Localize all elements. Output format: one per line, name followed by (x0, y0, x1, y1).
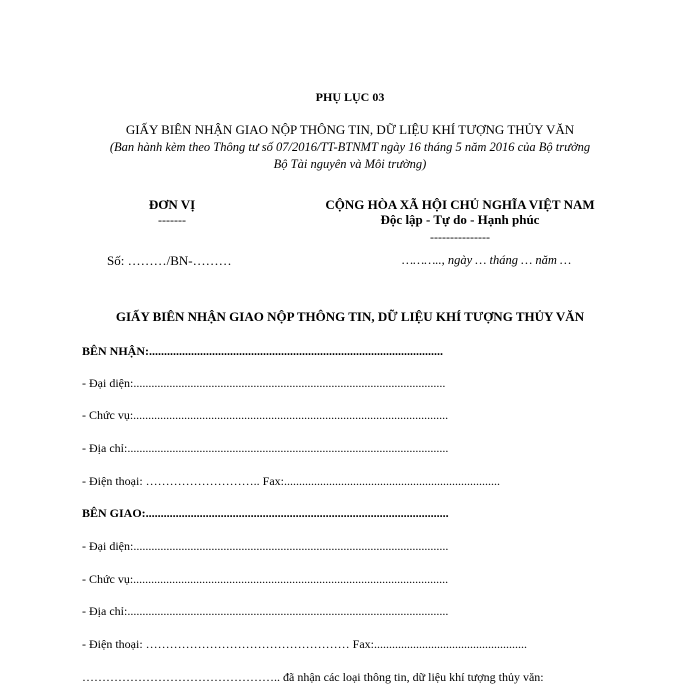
receiver-heading: BÊN NHẬN:.................................................................................................. (82, 344, 444, 358)
sender-phone-fax: - Điện thoại: …………………………………………… Fax:................................................... (82, 637, 527, 651)
received-line: ………………………………………….. đã nhận các loại thông tin, dữ liệu khí tượng thủy văn: (82, 670, 544, 684)
country-name: CỘNG HÒA XÃ HỘI CHỦ NGHĨA VIỆT NAM (325, 197, 595, 212)
form-title: GIẤY BIÊN NHẬN GIAO NỘP THÔNG TIN, DỮ LIỆU KHÍ TƯỢNG THỦY VĂN (125, 122, 575, 137)
receiver-representative: - Đại diện:........................................................................................................ (82, 376, 446, 390)
subtitle-line-1: (Ban hành kèm theo Thông tư số 07/2016/TT-BTNMT ngày 16 tháng 5 năm 2016 của Bộ trưởng (109, 140, 591, 154)
unit-dashes: ------- (158, 213, 186, 227)
sender-heading: BÊN GIAO:..................................................................................................... (82, 506, 449, 520)
receiver-position: - Chức vụ:......................................................................................................... (82, 408, 449, 422)
document-date: ……….., ngày … tháng … năm … (402, 253, 572, 267)
appendix-title: PHỤ LỤC 03 (315, 90, 385, 104)
unit-label: ĐƠN VỊ (148, 197, 196, 212)
sender-address: - Địa chỉ:........................................................................................................... (82, 604, 449, 618)
motto-dashes: --------------- (430, 230, 490, 244)
receiver-address: - Địa chỉ:........................................................................................................... (82, 441, 449, 455)
subtitle-line-2: Bộ Tài nguyên và Môi trường) (273, 157, 427, 171)
main-title: GIẤY BIÊN NHẬN GIAO NỘP THÔNG TIN, DỮ LIỆU KHÍ TƯỢNG THỦY VĂN (115, 309, 585, 324)
sender-position: - Chức vụ:......................................................................................................... (82, 572, 449, 586)
document-number: Số: ………/BN-……… (107, 253, 232, 268)
receiver-phone-fax: - Điện thoại: ……………………….. Fax:........................................................................ (82, 474, 500, 488)
sender-representative: - Đại diện:......................................................................................................... (82, 539, 449, 553)
national-motto: Độc lập - Tự do - Hạnh phúc (380, 212, 540, 227)
